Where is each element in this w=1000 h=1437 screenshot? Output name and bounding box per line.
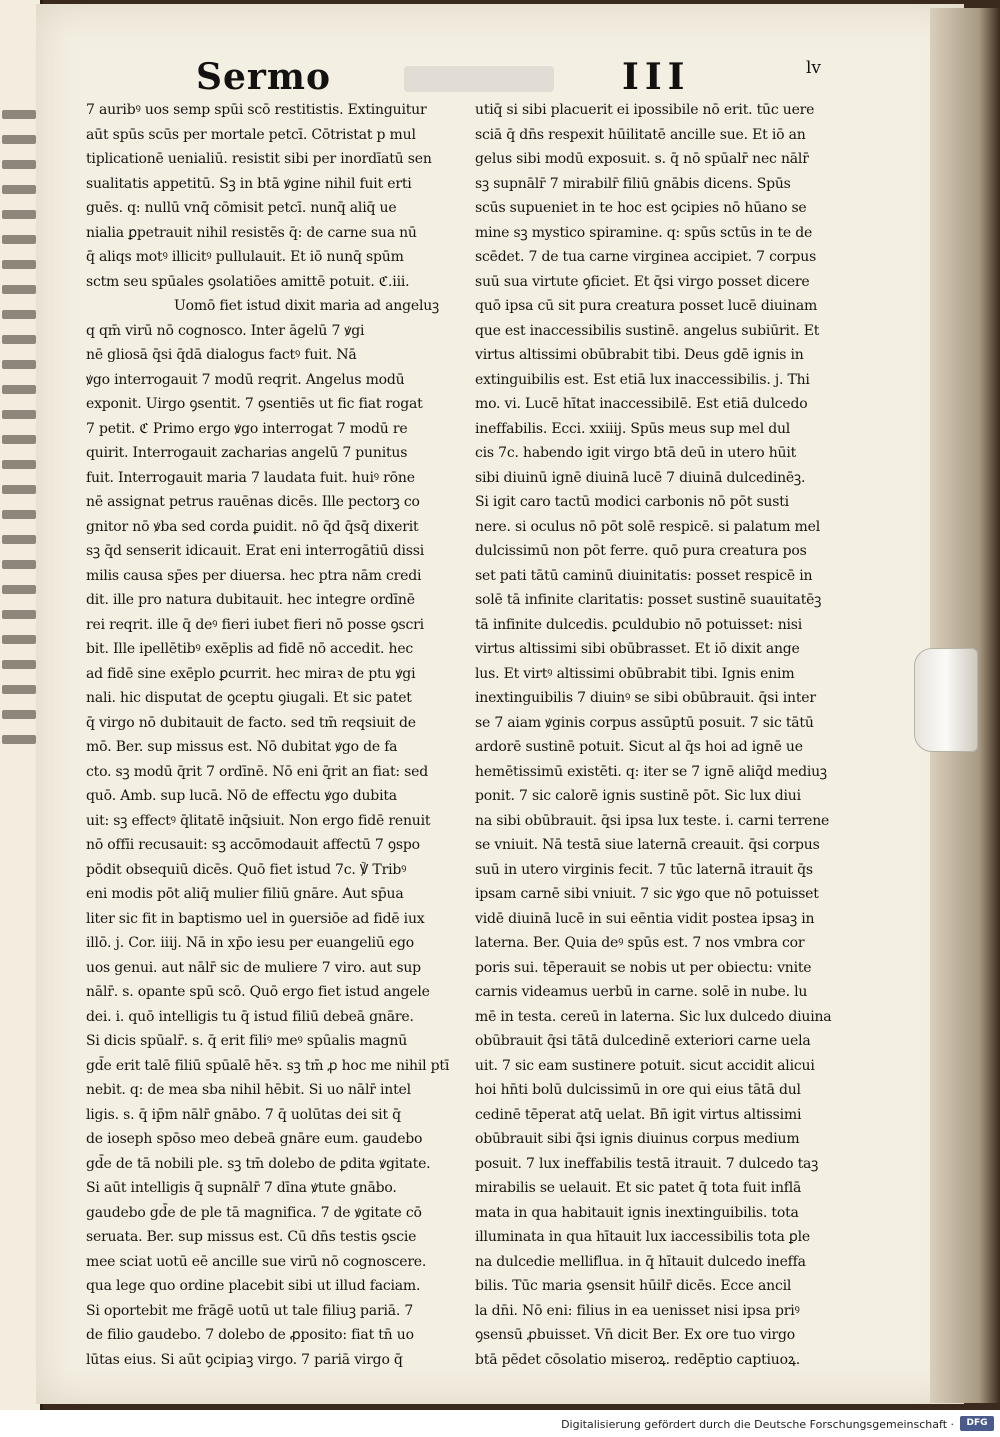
text-line: qua lege quo ordine placebit sibi ut illud faciam. (86, 1278, 421, 1294)
text-line: quō ipsa cū sit pura creatura posset lucē diuinam (475, 298, 818, 314)
text-line: de filio gaudebo. 7 dolebo de ꝓposito: fiat tn̄ uo (86, 1327, 414, 1343)
text-line: bit. Ille ipellētibꝰ exēplis ad fidē nō accedit. hec (86, 641, 414, 657)
text-line: suū sua virtute ꝯficiet. Et q̄si virgo posset dicere (475, 273, 810, 290)
folio-number: lv (806, 58, 822, 78)
funding-credit: Digitalisierung gefördert durch die Deutsche Forschungsgemeinschaft · (561, 1418, 954, 1431)
text-line: extinguibilis est. Est etiā lux inaccessibilis. j. Thi (475, 371, 810, 388)
text-line: illō. j. Cor. iiij. Nā in xp̄o iesu per euangeliū ego (86, 935, 415, 951)
text-line: dit. ille pro natura dubitauit. hec integre ordīnē (86, 592, 415, 608)
text-column-left (86, 98, 470, 1372)
text-line: scūs supueniet in te hoc est ꝯcipies nō hūano se (475, 200, 807, 216)
text-line: cis 7c. habendo igit virgo btā deū in utero hūit (475, 445, 797, 461)
text-line: vidē diuinā lucē in sui eēntia vidit postea ipsaꝫ in (475, 910, 815, 927)
text-line: 7 petit. ℭ Primo ergo ꝟgo interrogat 7 modū re (86, 420, 408, 437)
text-line: se vniuit. Nā testā siue laternā creauit. q̄si corpus (475, 837, 820, 853)
text-line: gd̄e erit talē filiū spūalē hēꝛ. sꝫ tm̄ ꝓ hoc me nihil ptī (86, 1057, 450, 1074)
text-line: mee sciat uotū eē ancille sue virū nō cognoscere. (86, 1253, 427, 1270)
text-line: poris sui. tēperauit se nobis ut per obiectu: vnite (475, 959, 812, 976)
text-line: solē tā infinite claritatis: posset sustinē suauitatēꝫ (475, 592, 822, 608)
text-column-right (475, 98, 855, 1372)
footer-bar (0, 1410, 1000, 1437)
text-line: seruata. Ber. sup missus est. Cū dn̄s testis ꝯscie (86, 1229, 417, 1245)
text-line: gaudebo gd̄e de ple tā magnifica. 7 de ꝟgitate cō (86, 1204, 422, 1221)
sermon-number: III (622, 56, 691, 98)
text-line: btā pēdet cōsolatio miseroꝝ. redēptio captiuoꝝ. (475, 1351, 800, 1368)
text-line: milis causa sp̄es per diuersa. hec ptra nām credi (86, 567, 422, 584)
text-line: na sibi obūbrauit. q̄si ipsa lux teste. i. carni terrene (475, 812, 830, 829)
text-line: se 7 aiam ꝟginis corpus assūptū posuit. 7 sic tātū (475, 714, 814, 731)
text-line: nālr̄. s. opante spū scō. Quō ergo fiet istud angele (86, 984, 430, 1000)
text-line: na dulcedie melliflua. in q̄ hītauit dulcedo ineffa (475, 1253, 806, 1270)
text-line: uit. 7 sic eam sustinere potuit. sicut accidit alicui (475, 1057, 815, 1074)
text-line: inextinguibilis 7 diuinꝰ se sibi obūbrauit. q̄si inter (475, 690, 816, 706)
text-line: que est inaccessibilis sustinē. angelus subiūrit. Et (475, 322, 820, 339)
text-line: la dn̄i. Nō eni: filius in ea uenisset nisi ipsa priꝰ (475, 1302, 800, 1319)
text-line: obūbrauit q̄si tātā dulcedinē exteriori carne uela (475, 1033, 811, 1049)
text-line: hoi hn̄ti bolū dulcissimū in ore qui eius tātā dul (475, 1082, 801, 1098)
text-line: quō. Amb. sup lucā. Nō de effectu ꝟgo dubita (86, 788, 397, 804)
dfg-logo: DFG (960, 1416, 994, 1431)
text-line: aūt spūs scūs per mortale petcī. Cōtristat p mul (86, 126, 416, 143)
text-line: Si dicis spūalr̄. s. q̄ erit filiꝰ meꝰ spūalis magnū (86, 1033, 408, 1049)
text-line: sualitatis appetitū. Sꝫ in btā ꝟgine nihil fuit erti (86, 175, 412, 192)
text-line: ardorē sustinē potuit. Sicut al q̄s hoi ad ignē ue (475, 739, 803, 755)
text-line: nē assignat petrus rauēnas dicēs. Ille pectorꝫ co (86, 494, 420, 510)
text-line: sibi diuinū ignē diuinā lucē 7 diuinā dulcedinēꝫ. (475, 469, 806, 486)
text-line: 7 auribꝰ uos semp spūi scō restitistis. Extinguitur (86, 102, 427, 118)
text-line: q qm̄ virū nō cognosco. Inter āgelū 7 ꝟgi (86, 322, 365, 339)
text-line: ipsam carnē sibi vniuit. 7 sic ꝟgo que nō potuisset (475, 886, 819, 902)
text-line: nē gliosā q̄si q̄dā dialogus factꝰ fuit. Nā (86, 347, 357, 363)
text-line: mirabilis se uelauit. Et sic patet q̄ tota fuit inflā (475, 1180, 802, 1196)
text-line: utiq̄ si sibi placuerit ei ipossibile nō erit. tūc uere (475, 102, 815, 118)
text-line: posuit. 7 lux ineffabilis testā itrauit. 7 dulcedo taꝫ (475, 1155, 819, 1172)
text-line: dei. i. quō intelligis tu q̄ istud filiū debeā gnāre. (86, 1008, 414, 1025)
text-line: nali. hic disputat de ꝯceptu ꝯiugali. Et sic patet (86, 690, 412, 706)
text-line: ligis. s. q̄ ip̄m nālr̄ gnābo. 7 q̄ uolūtas dei sit q̄ (86, 1106, 401, 1123)
text-line: gnitor nō ꝟba sed corda ꝑuidit. nō q̄d q̄sq̄ dixerit (86, 518, 419, 535)
text-line: set pati tātū caminū diuinitatis: posset respicē in (475, 567, 813, 584)
text-line: tā infinite dulcedis. ꝑculdubio nō potuisset: nisi (475, 616, 803, 633)
text-line: hemētissimū existēti. q: iter se 7 ignē aliq̄d mediuꝫ (475, 763, 827, 780)
show-through-heading (404, 66, 554, 92)
text-line: q̄ virgo nō dubitauit de facto. sed tm̄ reqsiuit de (86, 714, 416, 731)
text-line: gelus sibi modū exposuit. s. q̄ nō spūalr̄ nec nālr̄ (475, 151, 809, 167)
text-line: nō offīi recusauit: sꝫ accōmodauit affectū 7 ꝯspo (86, 837, 420, 853)
running-title: Sermo (196, 56, 331, 98)
text-line: uos genui. aut nālr̄ sic de muliere 7 viro. aut sup (86, 959, 421, 976)
text-line: sciā q̄ dn̄s respexit hūilitatē ancille sue. Et iō an (475, 126, 806, 143)
text-line: ꝯsensū ꝓbuisset. Vn̄ dicit Ber. Ex ore tuo virgo (475, 1327, 796, 1343)
text-line: bilis. Tūc maria ꝯsensit hūilr̄ dicēs. Ecce ancil (475, 1278, 792, 1294)
text-line: tiplicationē uenialiū. resistit sibi per inordīatū sen (86, 151, 432, 167)
text-line: ꝟgo interrogauit 7 modū reqrit. Angelus modū (86, 371, 405, 388)
text-line: sꝫ supnālr̄ 7 mirabilr̄ filiū gnābis dicens. Spūs (475, 175, 791, 192)
text-line: carnis videamus uerbū in carne. solē in nube. lu (475, 984, 808, 1000)
text-line: ponit. 7 sic calorē ignis sustinē pōt. Sic lux diui (475, 788, 801, 804)
text-line: mō. Ber. sup missus est. Nō dubitat ꝟgo de fa (86, 739, 398, 755)
text-line: de ioseph spōso meo debeā gnāre eum. gaudebo (86, 1131, 423, 1147)
text-line: ineffabilis. Ecci. xxiiij. Spūs meus sup mel dul (475, 420, 791, 437)
text-line: mata in qua habitauit ignis inextinguibilis. tota (475, 1204, 799, 1221)
page-clip (914, 648, 978, 752)
text-line: liter sic fit in baptismo uel in ꝯuersiōe ad fidē iux (86, 910, 425, 927)
text-line: rei reqrit. ille q̄ deꝰ fieri iubet fieri nō posse ꝯscri (86, 616, 424, 633)
text-line: Uomō fiet istud dixit maria ad angeluꝫ (174, 298, 440, 314)
text-line: Si oportebit me frāgē uotū ut tale filiuꝫ pariā. 7 (86, 1302, 414, 1319)
text-line: ad fidē sine exēplo ꝑcurrit. hec miraꝛ de ptu ꝟgi (86, 665, 416, 682)
text-line: mo. vi. Lucē hītat inaccessibilē. Est etiā dulcedo (475, 396, 808, 412)
text-line: exponit. Uirgo ꝯsentit. 7 ꝯsentiēs ut fic fiat rogat (86, 396, 423, 412)
text-line: sctm seu spūales ꝯsolatiōes amittē potuit. ℭ.iii. (86, 273, 410, 290)
text-line: cto. sꝫ modū q̄rit 7 ordīnē. Nō eni q̄rit an fiat: sed (86, 763, 429, 780)
text-line: eni modis pōt aliq̄ mulier filiū gnāre. Aut sp̄ua (86, 886, 404, 902)
text-line: Si igit caro tactū modici carbonis nō pōt susti (475, 494, 789, 510)
text-line: pōdit obsequiū dicēs. Quō fiet istud 7c. ℣ Tribꝰ (86, 861, 407, 878)
text-line: guēs. q: nullū vnq̄ cōmisit petcī. nunq̄ aliq̄ ue (86, 200, 397, 216)
text-line: nebit. q: de mea sba nihil hēbit. Si uo nālr̄ intel (86, 1082, 411, 1098)
text-line: nere. si oculus nō pōt solē respicē. si palatum mel (475, 518, 820, 535)
text-line: illuminata in qua hītauit lux iaccessibilis tota ꝑle (475, 1229, 810, 1245)
text-line: fuit. Interrogauit maria 7 laudata fuit. huiꝰ rōne (86, 469, 415, 486)
text-line: obūbrauit sibi q̄si ignis diuinus corpus medium (475, 1131, 800, 1147)
text-line: scēdet. 7 de tua carne virginea accipiet. 7 corpus (475, 249, 817, 265)
text-line: virtus altissimi obūbrabit tibi. Deus gdē ignis in (475, 347, 804, 363)
text-line: laterna. Ber. Quia deꝰ spūs est. 7 nos vmbra cor (475, 935, 805, 951)
text-line: suū in utero virginis fecit. 7 tūc laternā itrauit q̄s (475, 861, 813, 878)
text-line: cedinē tēperat atq̄ uelat. Bn̄ igit virtus altissimi (475, 1106, 802, 1123)
text-line: dulcissimū non pōt ferre. quō pura creatura pos (475, 543, 807, 559)
text-line: lūtas eius. Si aūt ꝯcipiaꝫ virgo. 7 pariā virgo q̄ (86, 1351, 403, 1368)
text-line: gd̄e de tā nobili ple. sꝫ tm̄ dolebo de ꝑdita ꝟgitate. (86, 1155, 431, 1172)
text-line: nialia ꝑpetrauit nihil resistēs q̄: de carne sua nū (86, 224, 417, 241)
text-line: mine sꝫ mystico spiramine. q: spūs sctūs in te de (475, 224, 813, 241)
text-line: virtus altissimi sibi obūbrasset. Et iō dixit ange (475, 641, 800, 657)
text-line: quirit. Interrogauit zacharias angelū 7 punitus (86, 445, 408, 461)
text-line: sꝫ q̄d senserit idicauit. Erat eni interrogātiū dissi (86, 543, 425, 559)
text-line: q̄ aliqs motꝰ illicitꝰ pullulauit. Et iō nunq̄ spūm (86, 249, 404, 265)
text-line: mē in testa. cereū in laterna. Sic lux dulcedo diuina (475, 1008, 832, 1025)
text-line: lus. Et virtꝰ altissimi obūbrabit tibi. Ignis enim (475, 665, 795, 682)
text-line: Si aūt intelligis q̄ supnālr̄ 7 dīna ꝟtute gnābo. (86, 1180, 397, 1196)
text-line: uit: sꝫ effectꝰ q̄litatē inq̄siuit. Non ergo fidē renuit (86, 812, 431, 829)
